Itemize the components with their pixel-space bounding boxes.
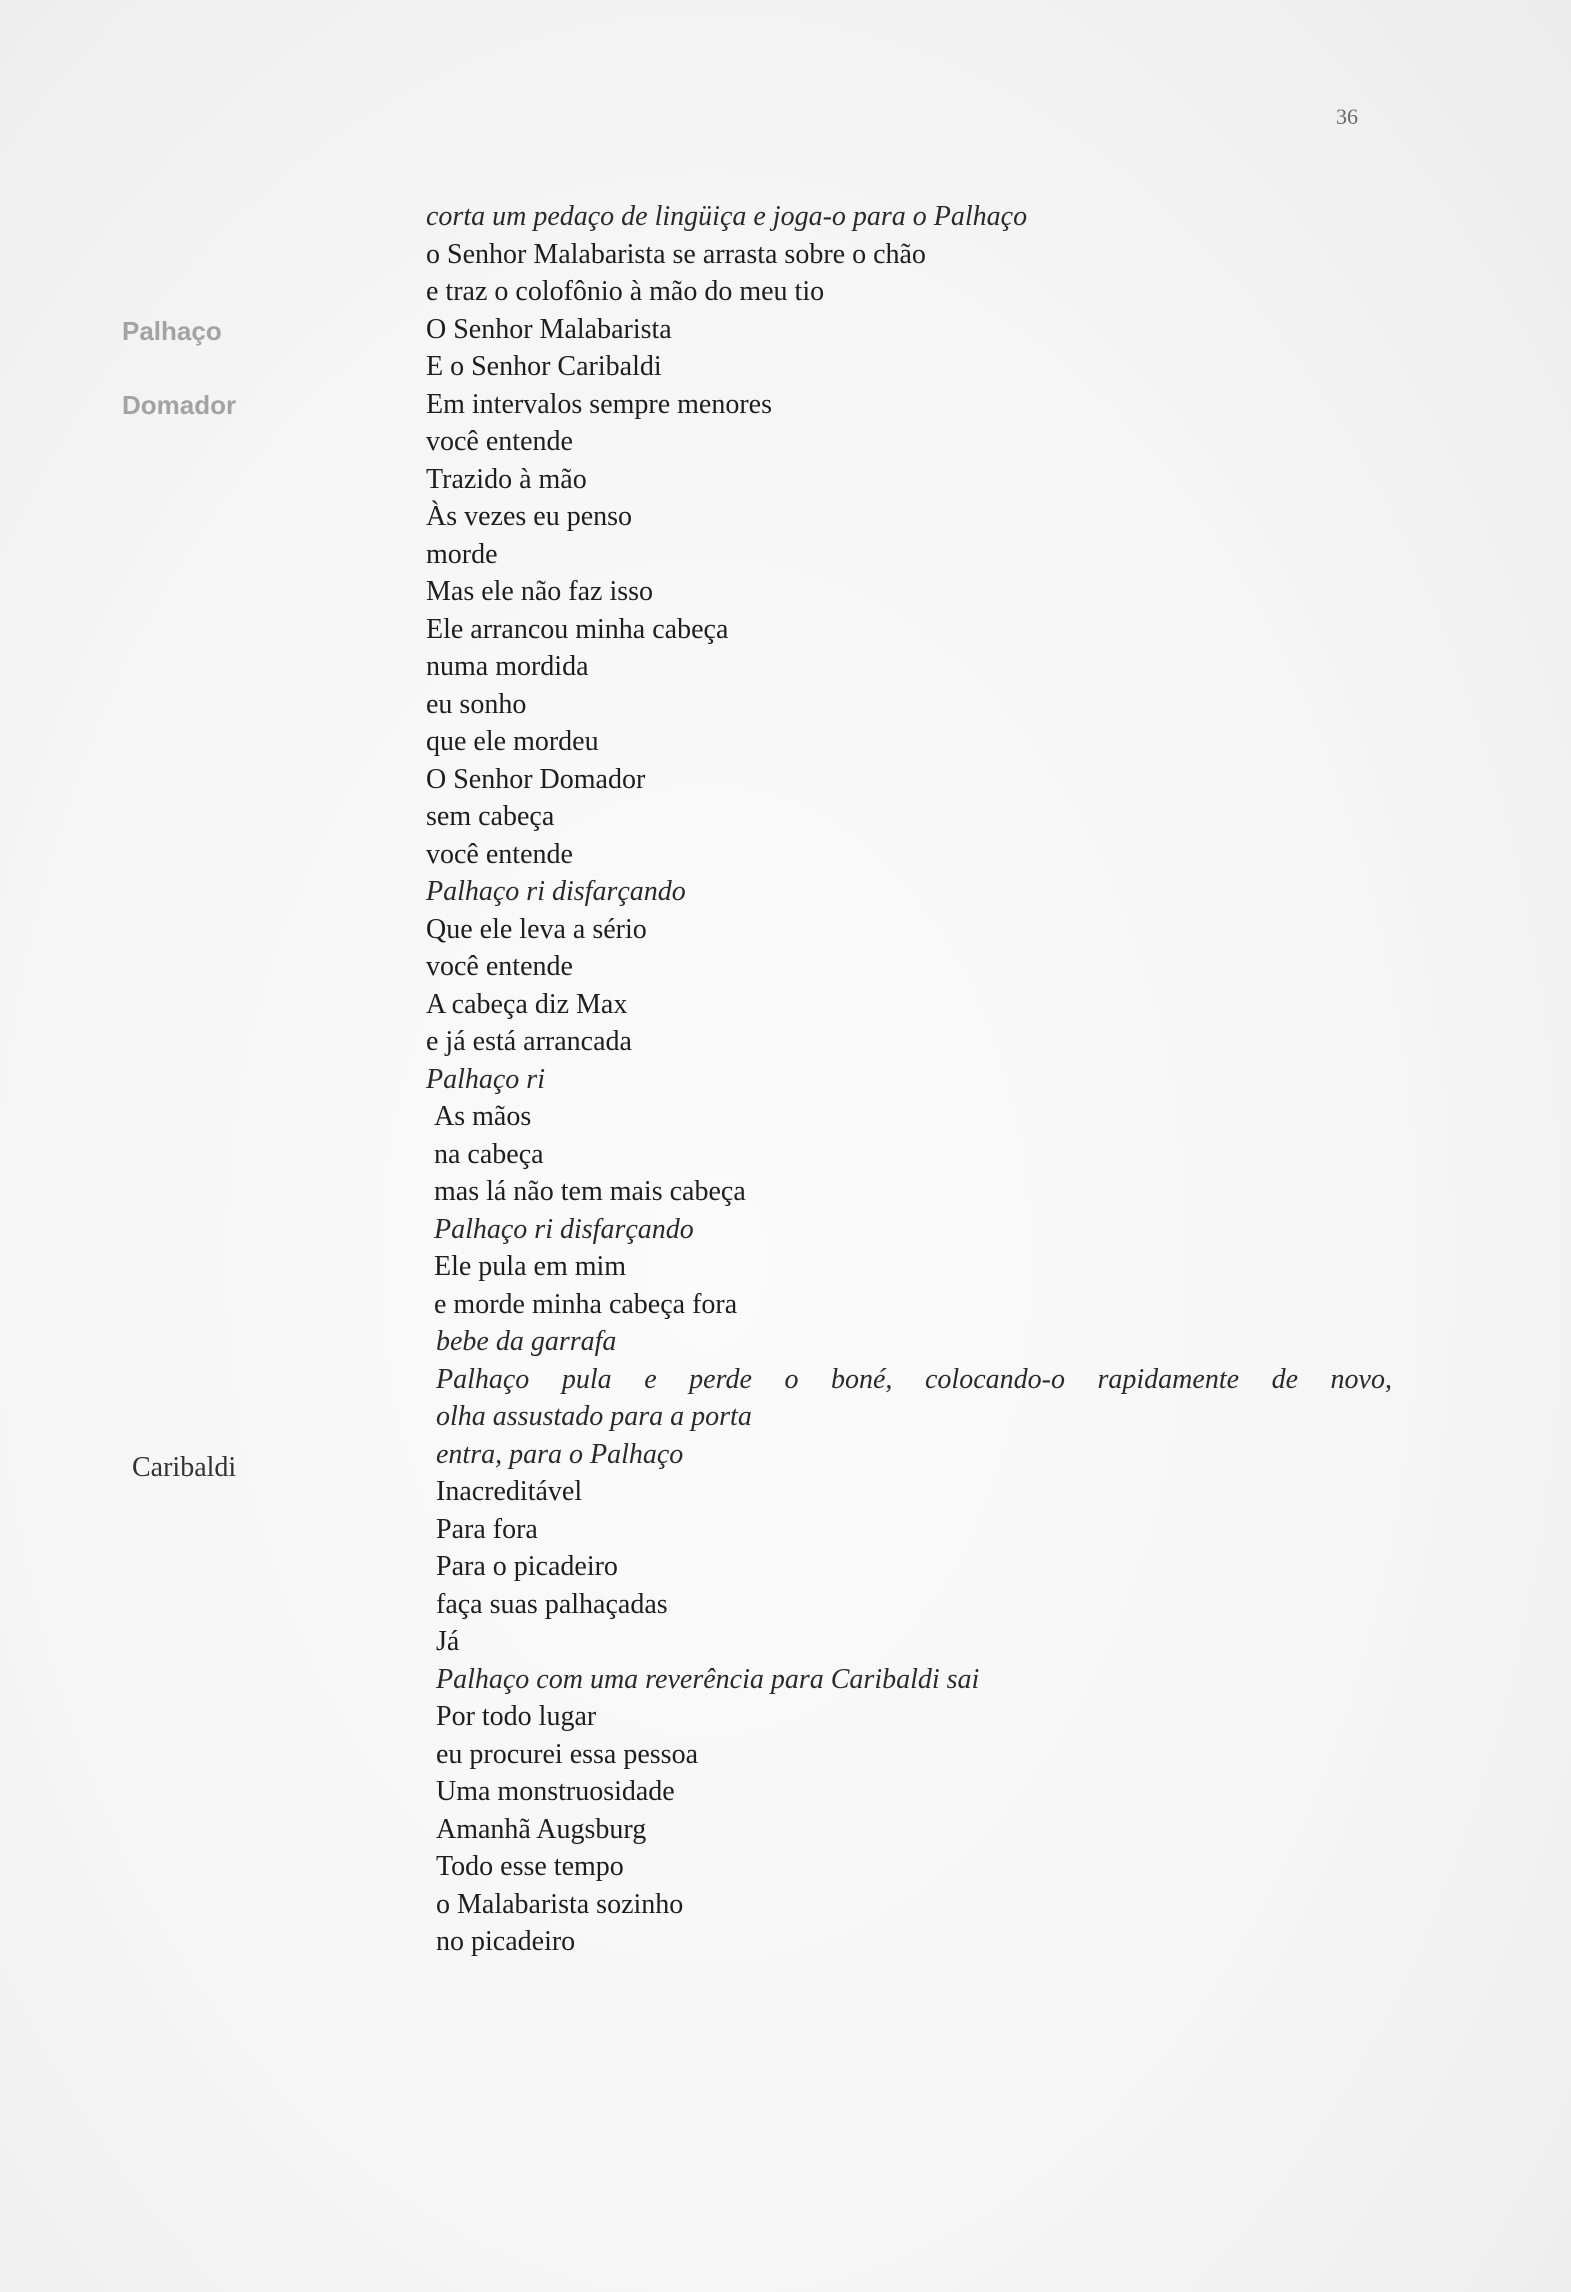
dialogue-line: você entende [426, 951, 573, 982]
dialogue-line: Inacreditável [436, 1476, 583, 1507]
dialogue-line: E o Senhor Caribaldi [426, 351, 662, 382]
dialogue-line: Em intervalos sempre menores [426, 388, 773, 420]
dialogue-line: na cabeça [434, 1138, 544, 1170]
dialogue-line: e morde minha cabeça fora [434, 1288, 738, 1320]
dialogue-line: e já está arrancada [426, 1026, 632, 1057]
dialogue-line: você entende [426, 838, 573, 870]
dialogue-line: O Senhor Malabarista [426, 313, 672, 345]
dialogue-line: As mãos [434, 1101, 532, 1132]
dialogue-line: você entende [426, 426, 573, 457]
dialogue-line: o Malabarista sozinho [436, 1888, 684, 1920]
stage-direction: Palhaço com uma reverência para Caribaldi sai [436, 1663, 980, 1695]
speaker-palhaco: Palhaço [122, 316, 222, 346]
stage-direction: bebe da garrafa [436, 1326, 617, 1357]
dialogue-line: mas lá não tem mais cabeça [434, 1176, 746, 1207]
dialogue-line: Para o picadeiro [436, 1551, 618, 1582]
dialogue-line: eu procurei essa pessoa [436, 1738, 699, 1770]
dialogue-column [426, 198, 1546, 1961]
dialogue-line: que ele mordeu [426, 726, 599, 757]
stage-direction: Palhaço ri [426, 1063, 545, 1095]
stage-direction: Palhaço ri disfarçando [426, 876, 686, 907]
dialogue-line: O Senhor Domador [426, 763, 646, 795]
dialogue-line: Todo esse tempo [436, 1851, 624, 1882]
dialogue-line: sem cabeça [426, 801, 555, 832]
stage-direction: entra, para o Palhaço [436, 1438, 684, 1470]
stage-direction: corta um pedaço de lingüiça e joga-o para o Palhaço [426, 201, 1028, 232]
stage-direction: olha assustado para a porta [436, 1401, 752, 1432]
speaker-caribaldi: Caribaldi [132, 1452, 237, 1483]
dialogue-line: A cabeça diz Max [426, 988, 628, 1020]
dialogue-line: Ele pula em mim [434, 1251, 627, 1282]
dialogue-line: Por todo lugar [436, 1701, 597, 1732]
dialogue-line: faça suas palhaçadas [436, 1588, 668, 1620]
dialogue-line: eu sonho [426, 688, 527, 720]
dialogue-line: Amanhã Augsburg [436, 1813, 647, 1845]
dialogue-line: no picadeiro [436, 1926, 576, 1957]
dialogue-line: Mas ele não faz isso [426, 576, 654, 607]
dialogue-line: numa mordida [426, 651, 589, 682]
dialogue-line: Trazido à mão [426, 463, 587, 495]
speaker-domador: Domador [122, 390, 237, 420]
dialogue-line: Às vezes eu penso [426, 501, 633, 532]
dialogue-line: Já [436, 1626, 460, 1657]
dialogue-line: Uma monstruosidade [436, 1776, 675, 1807]
dialogue-line: Que ele leva a sério [426, 913, 647, 945]
dialogue-line: morde [426, 538, 498, 570]
dialogue-line: e traz o colofônio à mão do meu tio [426, 276, 825, 307]
dialogue-line: Ele arrancou minha cabeça [426, 613, 729, 645]
stage-direction: Palhaço ri disfarçando [434, 1213, 694, 1245]
stage-direction: Palhaço pula e perde o boné, colocando-o rapidamente de novo, [436, 1363, 1392, 1395]
dialogue-line: o Senhor Malabarista se arrasta sobre o chão [426, 238, 926, 270]
dialogue-line: Para fora [436, 1513, 538, 1545]
page-number: 36 [1336, 104, 1358, 129]
